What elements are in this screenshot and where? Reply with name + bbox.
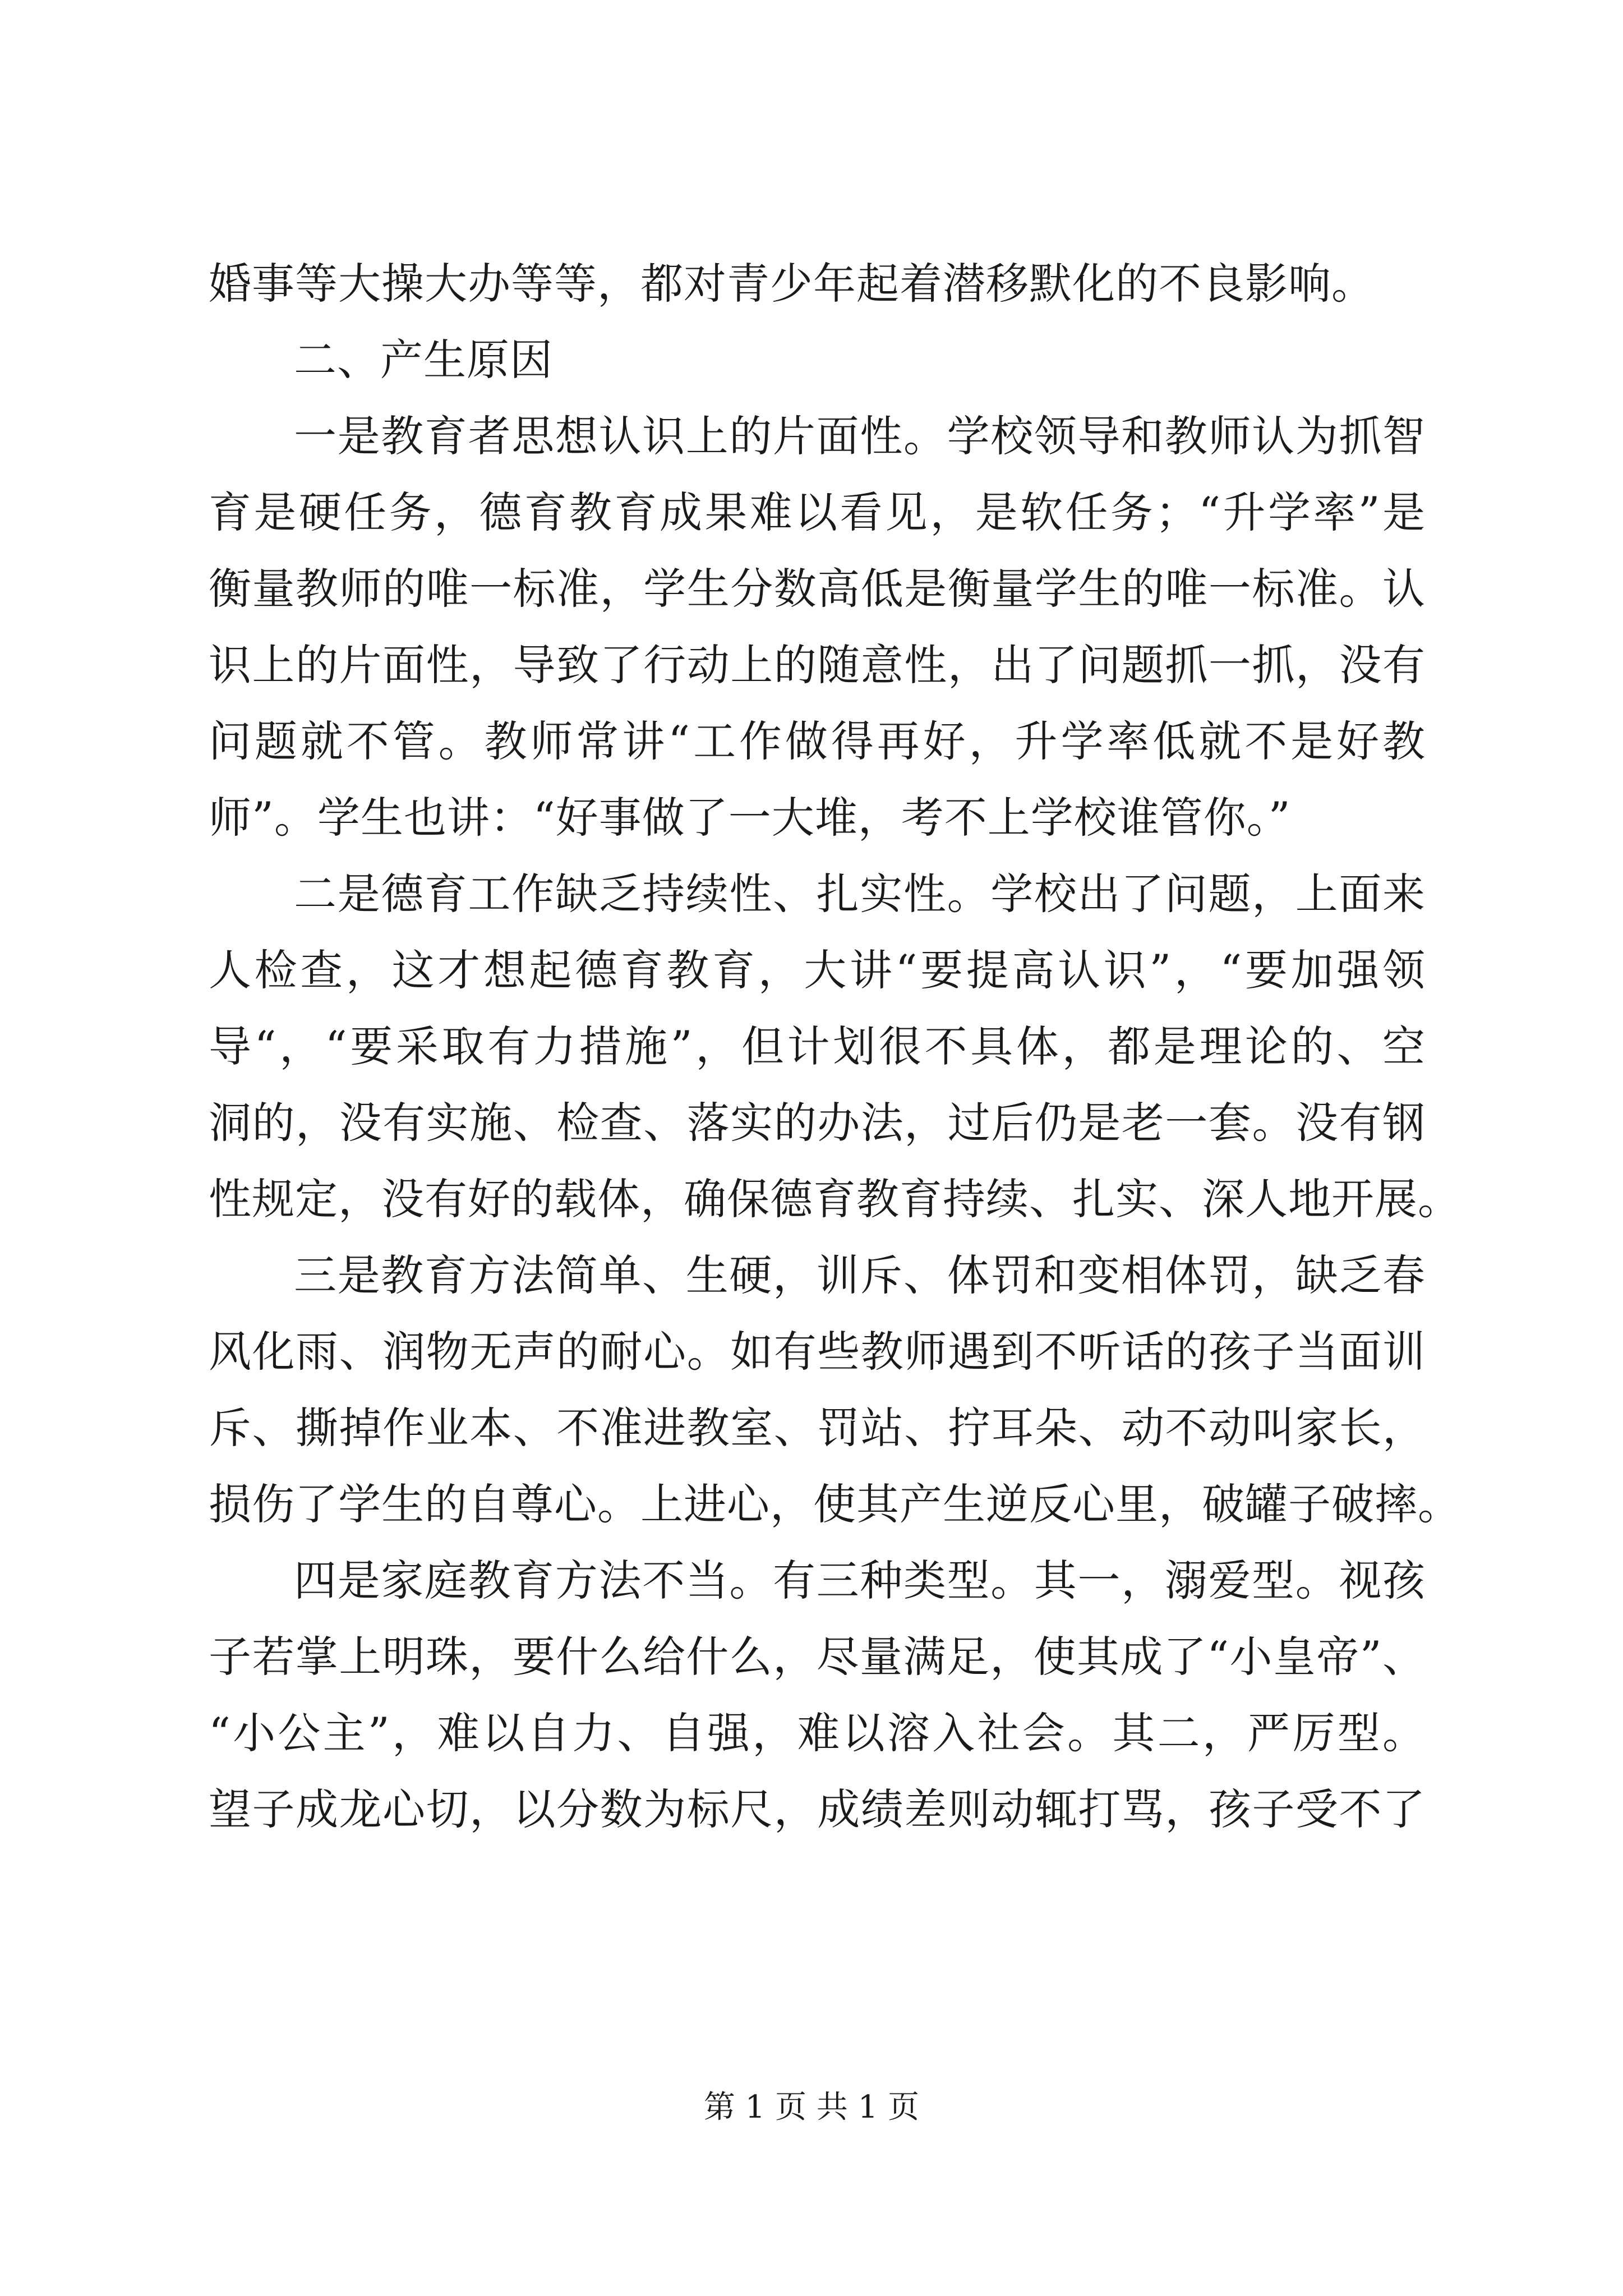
- text-line: 问题就不管。教师常讲“工作做得再好，升学率低就不是好教: [209, 716, 1426, 766]
- text-line: 导“，“要采取有力措施”，但计划很不具体，都是理论的、空: [209, 1022, 1426, 1071]
- text-line: 育是硬任务，德育教育成果难以看见，是软任务；“升学率”是: [209, 487, 1426, 537]
- text-line: 损伤了学生的自尊心。上进心，使其产生逆反心里，破罐子破摔。: [209, 1479, 1461, 1529]
- text-line: 师”。学生也讲：“好事做了一大堆，考不上学校谁管你。”: [209, 793, 1291, 843]
- text-line: “小公主”，难以自力、自强，难以溶入社会。其二，严厉型。: [209, 1708, 1426, 1758]
- text-line: 四是家庭教育方法不当。有三种类型。其一，溺爱型。视孩: [294, 1556, 1426, 1605]
- text-line: 识上的片面性，导致了行动上的随意性，出了问题抓一抓，没有: [209, 640, 1426, 690]
- text-line: 洞的，没有实施、检查、落实的办法，过后仍是老一套。没有钢: [209, 1098, 1426, 1148]
- text-line: 婚事等大操大办等等，都对青少年起着潜移默化的不良影响。: [209, 259, 1375, 309]
- text-line: 三是教育方法简单、生硬，训斥、体罚和变相体罚，缺乏春: [294, 1250, 1426, 1300]
- text-line: 望子成龙心切，以分数为标尺，成绩差则动辄打骂，孩子受不了: [209, 1784, 1426, 1834]
- section-heading: 二、产生原因: [294, 335, 553, 385]
- page-number-footer: 第 1 页 共 1 页: [703, 2089, 920, 2125]
- text-line: 斥、撕掉作业本、不准进教室、罚站、拧耳朵、动不动叫家长，: [209, 1403, 1426, 1453]
- text-line: 衡量教师的唯一标准，学生分数高低是衡量学生的唯一标准。认: [209, 564, 1426, 614]
- document-body: [209, 246, 1461, 1848]
- text-line: 性规定，没有好的载体，确保德育教育持续、扎实、深人地开展。: [209, 1174, 1461, 1224]
- text-line: 子若掌上明珠，要什么给什么，尽量满足，使其成了“小皇帝”、: [209, 1632, 1426, 1682]
- text-line: 一是教育者思想认识上的片面性。学校领导和教师认为抓智: [294, 411, 1426, 461]
- text-line: 人检查，这才想起德育教育，大讲“要提高认识”，“要加强领: [209, 945, 1426, 995]
- text-line: 风化雨、润物无声的耐心。如有些教师遇到不听话的孩子当面训: [209, 1327, 1426, 1377]
- text-line: 二是德育工作缺乏持续性、扎实性。学校出了问题，上面来: [294, 869, 1426, 919]
